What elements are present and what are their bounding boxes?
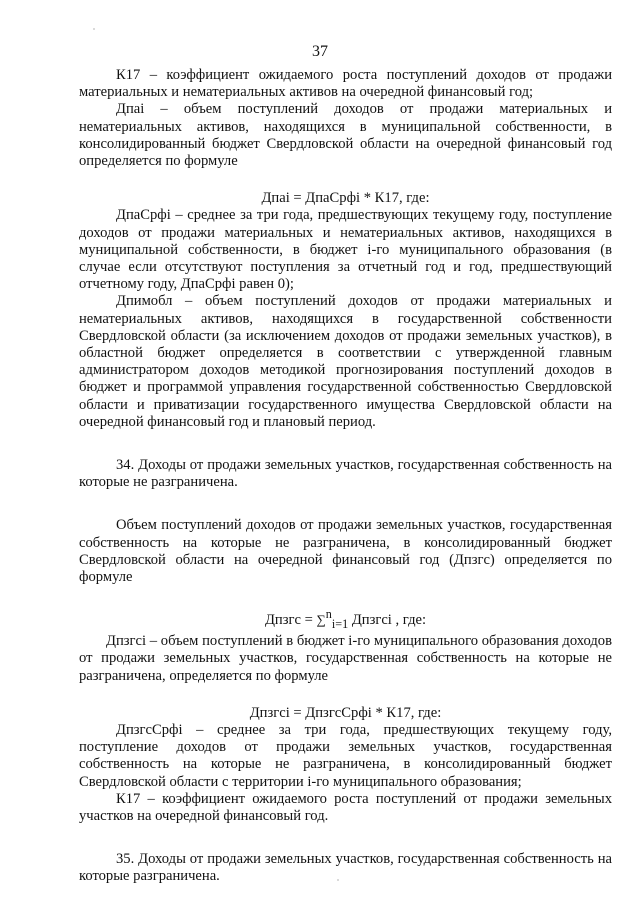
sum-formula [79,606,612,633]
paragraph-spacer [79,170,612,190]
paragraph: Дпимобл – объем поступлений доходов от продажи материальных и нематериальных активов, находящихся в государственной собственности Свердловской области (за исключением доходов от продажи земельных участков), в областной бюджет определяется в соответствии с утвержденной главным администратором доходов методикой прогнозирования поступлений доходов в бюджет и программой управления государственной собственностью Свердловской области и приватизации государственного имущества Свердловской области на очередной финансовый год и плановый период. [79,293,612,430]
paragraph: 35. Доходы от продажи земельных участков, государственная собственность на которые разграничена. [79,851,612,885]
paragraph: К17 – коэффициент ожидаемого роста поступлений доходов от продажи материальных и нематериальных активов на очередной финансовый год; [79,67,612,101]
document-body [79,67,612,886]
paragraph: Дпаi – объем поступлений доходов от продажи материальных и нематериальных активов, находящихся в муниципальной собственности, в консолидированный бюджет Свердловской области на очередной финансовый год определяется по формуле [79,101,612,170]
paragraph: ДпзгсСрфi – среднее за три года, предшествующих текущему году, поступление доходов от продажи земельных участков, государственная собственность на которые не разграничена, в консолидированный бюджет Свердловской области с территории i-го муниципального образования; [79,722,612,790]
formula: Дпзгсi = ДпзгсСрфi * К17, где: [249,704,442,721]
paragraph: К17 – коэффициент ожидаемого роста поступлений от продажи земельных участков на очередной финансовый год. [79,790,612,825]
scan-artifact [93,28,95,30]
sum-symbol: ∑ [316,612,326,628]
page-number: 37 [312,43,328,60]
formula-lhs: Дпзгс = [264,612,313,629]
paragraph: 34. Доходы от продажи земельных участков, государственная собственность на которые не разграничена. [79,457,612,491]
paragraph-spacer [79,685,612,705]
scan-artifact [337,879,339,881]
paragraph: Дпзгсi – объем поступлений в бюджет i-го муниципального образования доходов от продажи земельных участков, государственная собственность на которые не разграничена, определяется по формуле [79,633,612,684]
paragraph: Объем поступлений доходов от продажи земельных участков, государственная собственность на которые не разграничена, в консолидированный бюджет Свердловской области на очередной финансовый год (Дпзгс) определяется по формуле [79,517,612,586]
paragraph-spacer [79,586,612,606]
sum-lower-limit: i=1 [331,617,349,632]
paragraph: ДпаСрфi – среднее за три года, предшествующих текущему году, поступление доходов от продажи материальных и нематериальных активов, находящихся в муниципальной собственности, в бюджет i-го муниципального образования (в случае если отсутствуют поступления за отчетный год и год, предшествующий отчетному году, ДпаСрфi равен 0); [79,207,612,293]
formula: Дпаi = ДпаСрфi * К17, где: [261,190,430,207]
paragraph-spacer [79,491,612,517]
sum-upper-limit: n [325,607,332,622]
paragraph-spacer [79,431,612,457]
paragraph-spacer [79,825,612,851]
formula-rhs: Дпзгсi , где: [351,612,427,629]
